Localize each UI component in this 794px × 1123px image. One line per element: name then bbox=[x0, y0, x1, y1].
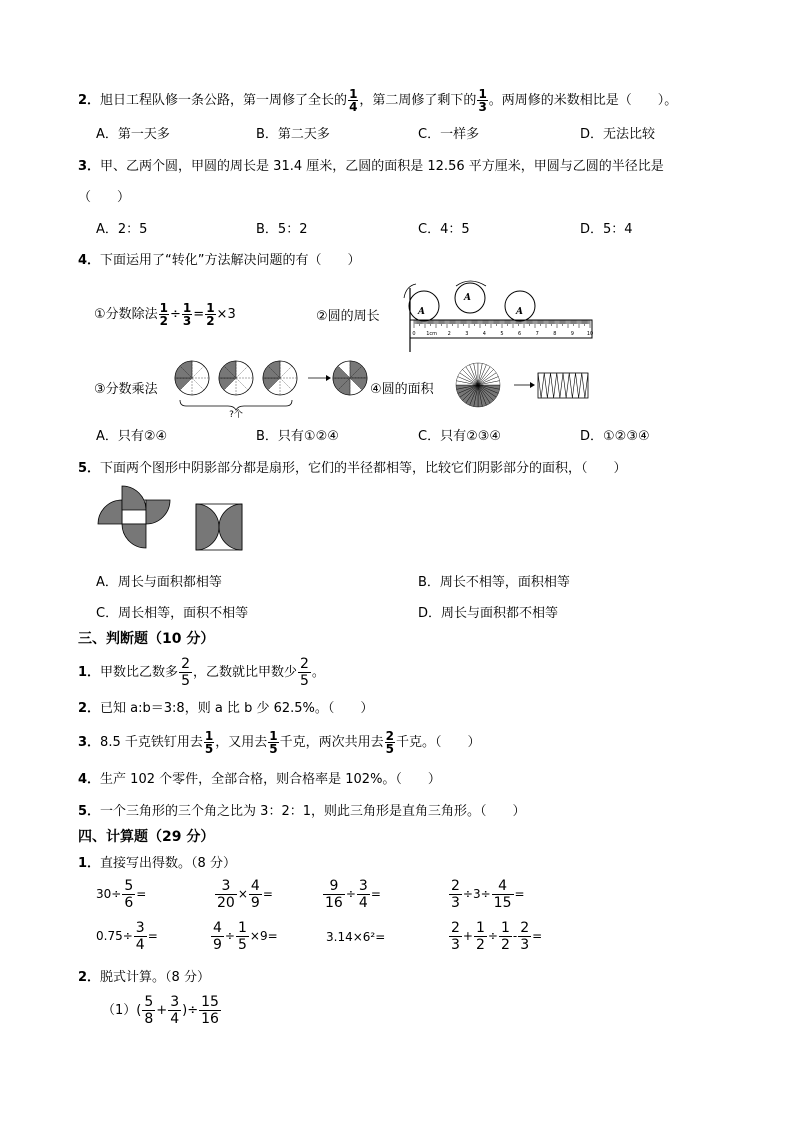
question-number: 5． bbox=[78, 461, 101, 476]
option-d[interactable]: D．①②③④ bbox=[580, 429, 650, 444]
svg-text:0: 0 bbox=[412, 331, 416, 337]
option-c[interactable]: C．周长相等，面积不相等 bbox=[96, 606, 249, 621]
question-number: 2． bbox=[78, 970, 101, 985]
question-number: 1． bbox=[78, 856, 101, 871]
svg-text:4: 4 bbox=[482, 331, 486, 337]
rolling-circle-ruler-figure bbox=[400, 278, 595, 353]
question-4 bbox=[78, 249, 361, 268]
svg-text:A: A bbox=[418, 307, 425, 317]
option-b[interactable]: B．5：2 bbox=[256, 222, 308, 237]
question-text: 千克。（ ） bbox=[395, 735, 481, 750]
section-title: 四、计算题（29 分） bbox=[78, 829, 215, 845]
question-text: 生产 102 个零件，全部合格，则合格率是 102%。（ ） bbox=[100, 772, 441, 787]
calc-item-4: $\frac{2}{3}$ ÷3÷ $\frac{4}{15}$ = bbox=[451, 878, 525, 911]
subquestion-1 bbox=[78, 852, 236, 871]
circle-area-figure bbox=[448, 360, 593, 410]
question-text: ，第二周修了剩下的 bbox=[359, 93, 477, 108]
sector-figures bbox=[98, 486, 248, 562]
question-text: 千克，两次共用去 bbox=[279, 735, 384, 750]
option-d[interactable]: D．周长与面积都不相等 bbox=[418, 606, 559, 621]
calc-item-3: $\frac{9}{16}$ ÷ $\frac{3}{4}$ = bbox=[325, 878, 381, 911]
svg-text:?个: ?个 bbox=[229, 410, 243, 420]
question-number: 2． bbox=[78, 93, 101, 108]
question-text: 8.5 千克铁钉用去 bbox=[100, 735, 203, 750]
question-text: 下面运用了“转化”方法解决问题的有（ ） bbox=[100, 253, 361, 268]
question-text: 直接写出得数。（8 分） bbox=[100, 856, 236, 871]
operator: = bbox=[193, 307, 205, 322]
option-c[interactable]: C．只有②③④ bbox=[418, 429, 502, 444]
item-label: ②圆的周长 bbox=[316, 309, 380, 324]
calc-item-7: 3.14×6²= bbox=[326, 930, 386, 944]
fraction-multiplication-figure bbox=[174, 360, 374, 418]
option-c[interactable]: C．一样多 bbox=[418, 127, 480, 142]
svg-text:7: 7 bbox=[535, 331, 539, 337]
question-number: 1． bbox=[78, 665, 101, 680]
judge-item-5 bbox=[78, 800, 526, 819]
svg-text:6: 6 bbox=[518, 331, 522, 337]
section-title: 三、判断题（10 分） bbox=[78, 631, 215, 647]
judge-item-1 bbox=[78, 656, 325, 689]
question-number: 4． bbox=[78, 772, 101, 787]
question-text: 旭日工程队修一条公路，第一周修了全长的 bbox=[100, 93, 348, 108]
svg-text:A: A bbox=[516, 307, 523, 317]
option-c[interactable]: C．4：5 bbox=[418, 222, 470, 237]
svg-text:3: 3 bbox=[465, 331, 469, 337]
fraction: $\frac{1}{3}$ bbox=[182, 301, 192, 328]
question-text: ，又用去 bbox=[215, 735, 268, 750]
svg-text:10: 10 bbox=[586, 331, 594, 337]
question-text: 。两周修的米数相比是（ ）。 bbox=[488, 93, 678, 108]
question-number: 2． bbox=[78, 701, 101, 716]
judge-item-4 bbox=[78, 768, 441, 787]
judge-item-3 bbox=[78, 730, 480, 755]
operator: ×3 bbox=[216, 307, 236, 322]
question-2 bbox=[78, 88, 677, 113]
fraction: $\frac{2}{5}$ bbox=[300, 656, 309, 689]
question-text: 甲、乙两个圆，甲圆的周长是 31.4 厘米，乙圆的面积是 12.56 平方厘米，甲圆与乙圆的半径比是 bbox=[100, 159, 664, 174]
fraction: $\frac{2}{5}$ bbox=[385, 729, 394, 756]
subquestion-2 bbox=[78, 966, 210, 985]
question-text: 下面两个图形中阴影部分都是扇形，它们的半径都相等，比较它们阴影部分的面积，（ ） bbox=[100, 461, 627, 476]
calc-item-5: 0.75÷ $\frac{3}{4}$ = bbox=[96, 920, 158, 953]
question-5 bbox=[78, 457, 627, 476]
svg-text:5: 5 bbox=[500, 331, 504, 337]
question-text: 一个三角形的三个角之比为 3：2：1，则此三角形是直角三角形。（ ） bbox=[100, 804, 526, 819]
option-b[interactable]: B．第二天多 bbox=[256, 127, 330, 142]
fraction: $\frac{1}{4}$ bbox=[349, 87, 358, 114]
item-label: ①分数除法 bbox=[94, 307, 158, 322]
fraction: $\frac{1}{5}$ bbox=[269, 729, 278, 756]
option-d[interactable]: D．无法比较 bbox=[580, 127, 656, 142]
option-d[interactable]: D．5：4 bbox=[580, 222, 633, 237]
expression-1: （1）( $\frac{5}{8}$ + $\frac{3}{4}$ )÷ $\frac{15}{16}$ bbox=[102, 994, 219, 1027]
calc-item-1: 30÷ $\frac{5}{6}$ = bbox=[96, 878, 147, 911]
option-b[interactable]: B．只有①②④ bbox=[256, 429, 339, 444]
calc-item-6: $\frac{4}{9}$ ÷ $\frac{1}{5}$ ×9= bbox=[213, 920, 278, 953]
question-number: 4． bbox=[78, 253, 101, 268]
option-b[interactable]: B．周长不相等，面积相等 bbox=[418, 575, 570, 590]
answer-blank[interactable]: （ ） bbox=[78, 190, 131, 205]
option-a[interactable]: A．周长与面积都相等 bbox=[96, 575, 222, 590]
svg-text:A: A bbox=[464, 293, 471, 303]
option-a[interactable]: A．2：5 bbox=[96, 222, 148, 237]
svg-text:2: 2 bbox=[447, 331, 451, 337]
fraction: $\frac{1}{5}$ bbox=[204, 729, 214, 756]
question-text: 。 bbox=[311, 665, 325, 680]
fraction: $\frac{1}{2}$ bbox=[206, 301, 215, 328]
fraction: $\frac{1}{2}$ bbox=[159, 301, 169, 328]
judge-item-2 bbox=[78, 697, 373, 716]
item-fraction-division bbox=[94, 302, 236, 327]
question-number: 3． bbox=[78, 159, 101, 174]
svg-text:8: 8 bbox=[553, 331, 557, 337]
fraction: $\frac{1}{3}$ bbox=[478, 87, 487, 114]
question-number: 3． bbox=[78, 735, 101, 750]
calc-item-2: $\frac{3}{20}$ × $\frac{4}{9}$ = bbox=[217, 878, 273, 911]
svg-text:1cm: 1cm bbox=[426, 331, 438, 337]
question-number: 5． bbox=[78, 804, 101, 819]
fraction: $\frac{2}{5}$ bbox=[181, 656, 190, 689]
question-text: 脱式计算。（8 分） bbox=[100, 970, 210, 985]
option-a[interactable]: A．第一天多 bbox=[96, 127, 170, 142]
option-a[interactable]: A．只有②④ bbox=[96, 429, 168, 444]
question-text: 已知 a:b＝3:8，则 a 比 b 少 62.5%。（ ） bbox=[100, 701, 374, 716]
item-label: ③分数乘法 bbox=[94, 382, 158, 397]
question-3 bbox=[78, 155, 664, 174]
operator: ÷ bbox=[170, 307, 181, 322]
calc-item-8: $\frac{2}{3}$ + $\frac{1}{2}$ ÷ $\frac{1}{2}$ - $\frac{2}{3}$ = bbox=[451, 920, 543, 953]
svg-text:9: 9 bbox=[570, 331, 574, 337]
question-text: 甲数比乙数多 bbox=[100, 665, 179, 680]
question-text: ，乙数就比甲数少 bbox=[192, 665, 297, 680]
item-label: ④圆的面积 bbox=[370, 382, 434, 397]
